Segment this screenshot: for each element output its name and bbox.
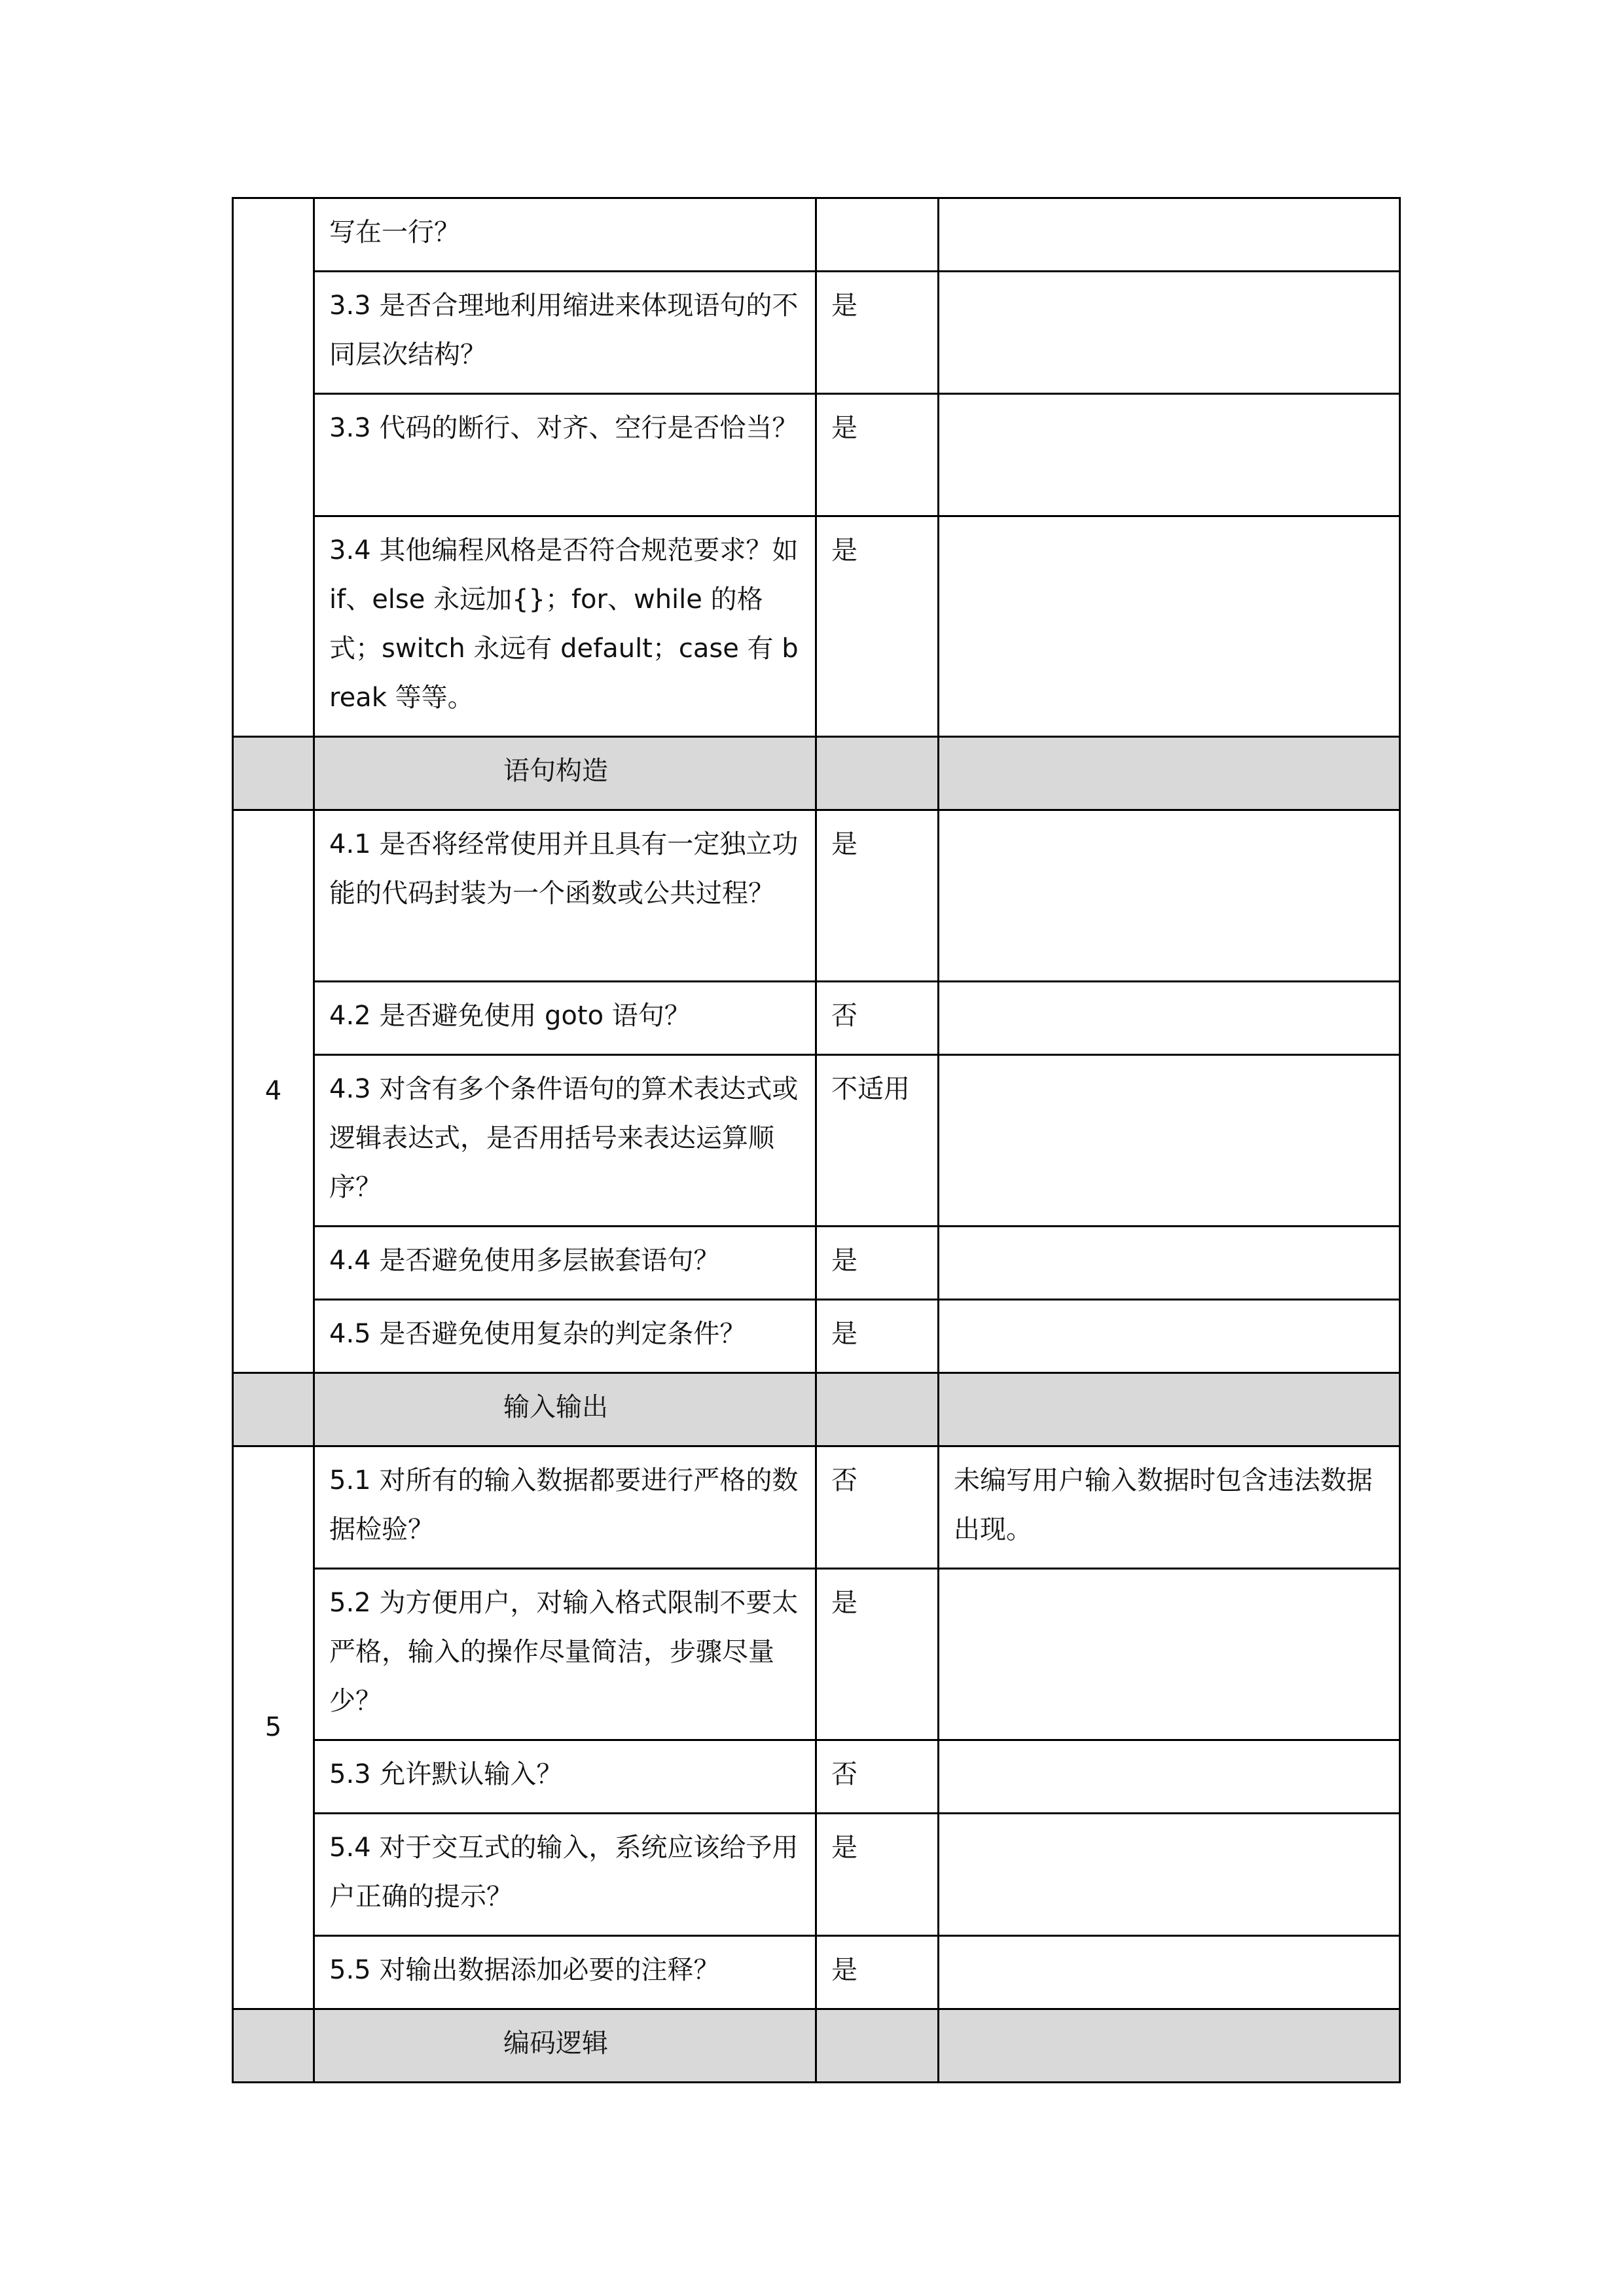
- section-header-blank: [939, 1373, 1400, 1446]
- table-row: [233, 516, 1400, 737]
- section-header-row: [233, 737, 1400, 810]
- answer-cell: 不适用: [816, 1055, 939, 1227]
- table-row: [233, 198, 1400, 272]
- answer-cell: 否: [816, 1740, 939, 1814]
- note-cell: [939, 516, 1400, 737]
- question-cell: 3.4 其他编程风格是否符合规范要求？如 if、else 永远加{}；for、while 的格式；switch 永远有 default；case 有 break 等等。: [314, 516, 816, 737]
- section-header-row: [233, 2009, 1400, 2083]
- note-cell: [939, 1569, 1400, 1740]
- table-row: [233, 1740, 1400, 1814]
- note-cell: [939, 394, 1400, 516]
- table-row: [233, 1814, 1400, 1936]
- note-cell: [939, 1740, 1400, 1814]
- question-cell: 4.2 是否避免使用 goto 语句？: [314, 982, 816, 1055]
- table-row: [233, 394, 1400, 516]
- table-row: [233, 272, 1400, 394]
- section-title: 输入输出: [314, 1373, 816, 1446]
- code-review-checklist-table: [232, 197, 1401, 2083]
- answer-cell: 是: [816, 1300, 939, 1373]
- table-row: [233, 1936, 1400, 2009]
- answer-cell: 是: [816, 516, 939, 737]
- section-header-blank: [939, 737, 1400, 810]
- question-cell: 4.5 是否避免使用复杂的判定条件？: [314, 1300, 816, 1373]
- note-cell: [939, 1055, 1400, 1227]
- note-cell: [939, 982, 1400, 1055]
- section-title: 编码逻辑: [314, 2009, 816, 2083]
- answer-cell: 是: [816, 1936, 939, 2009]
- section-header-blank: [816, 737, 939, 810]
- section-number: 5: [233, 1446, 314, 2009]
- table-row: [233, 1569, 1400, 1740]
- table-row: [233, 810, 1400, 982]
- section-title: 语句构造: [314, 737, 816, 810]
- answer-cell: 否: [816, 1446, 939, 1569]
- note-cell: [939, 1227, 1400, 1300]
- answer-cell: 是: [816, 810, 939, 982]
- section-header-blank: [939, 2009, 1400, 2083]
- note-cell: [939, 198, 1400, 272]
- question-cell: 4.3 对含有多个条件语句的算术表达式或逻辑表达式，是否用括号来表达运算顺序？: [314, 1055, 816, 1227]
- question-cell: 5.3 允许默认输入？: [314, 1740, 816, 1814]
- question-cell: 4.4 是否避免使用多层嵌套语句？: [314, 1227, 816, 1300]
- section-header-blank: [233, 1373, 314, 1446]
- section-header-blank: [233, 737, 314, 810]
- answer-cell: [816, 198, 939, 272]
- section-header-blank: [816, 1373, 939, 1446]
- section-header-row: [233, 1373, 1400, 1446]
- section-number: 4: [233, 810, 314, 1373]
- table-row: [233, 982, 1400, 1055]
- table-row: [233, 1300, 1400, 1373]
- table-row: [233, 1055, 1400, 1227]
- section-number-cell: [233, 198, 314, 737]
- question-cell: 3.3 代码的断行、对齐、空行是否恰当？: [314, 394, 816, 516]
- answer-cell: 是: [816, 1569, 939, 1740]
- question-cell: 5.2 为方便用户，对输入格式限制不要太严格，输入的操作尽量简洁，步骤尽量少？: [314, 1569, 816, 1740]
- question-cell: 4.1 是否将经常使用并且具有一定独立功能的代码封装为一个函数或公共过程？: [314, 810, 816, 982]
- note-cell: [939, 1814, 1400, 1936]
- note-cell: [939, 1300, 1400, 1373]
- answer-cell: 是: [816, 394, 939, 516]
- table-row: [233, 1446, 1400, 1569]
- section-header-blank: [233, 2009, 314, 2083]
- note-cell: [939, 272, 1400, 394]
- question-cell: 5.4 对于交互式的输入，系统应该给予用户正确的提示？: [314, 1814, 816, 1936]
- note-cell: [939, 810, 1400, 982]
- answer-cell: 是: [816, 1227, 939, 1300]
- question-cell: 5.1 对所有的输入数据都要进行严格的数据检验？: [314, 1446, 816, 1569]
- note-cell: 未编写用户输入数据时包含违法数据出现。: [939, 1446, 1400, 1569]
- answer-cell: 是: [816, 272, 939, 394]
- table-row: [233, 1227, 1400, 1300]
- note-cell: [939, 1936, 1400, 2009]
- answer-cell: 是: [816, 1814, 939, 1936]
- question-cell: 3.3 是否合理地利用缩进来体现语句的不同层次结构？: [314, 272, 816, 394]
- question-cell: 写在一行？: [314, 198, 816, 272]
- answer-cell: 否: [816, 982, 939, 1055]
- question-cell: 5.5 对输出数据添加必要的注释？: [314, 1936, 816, 2009]
- section-header-blank: [816, 2009, 939, 2083]
